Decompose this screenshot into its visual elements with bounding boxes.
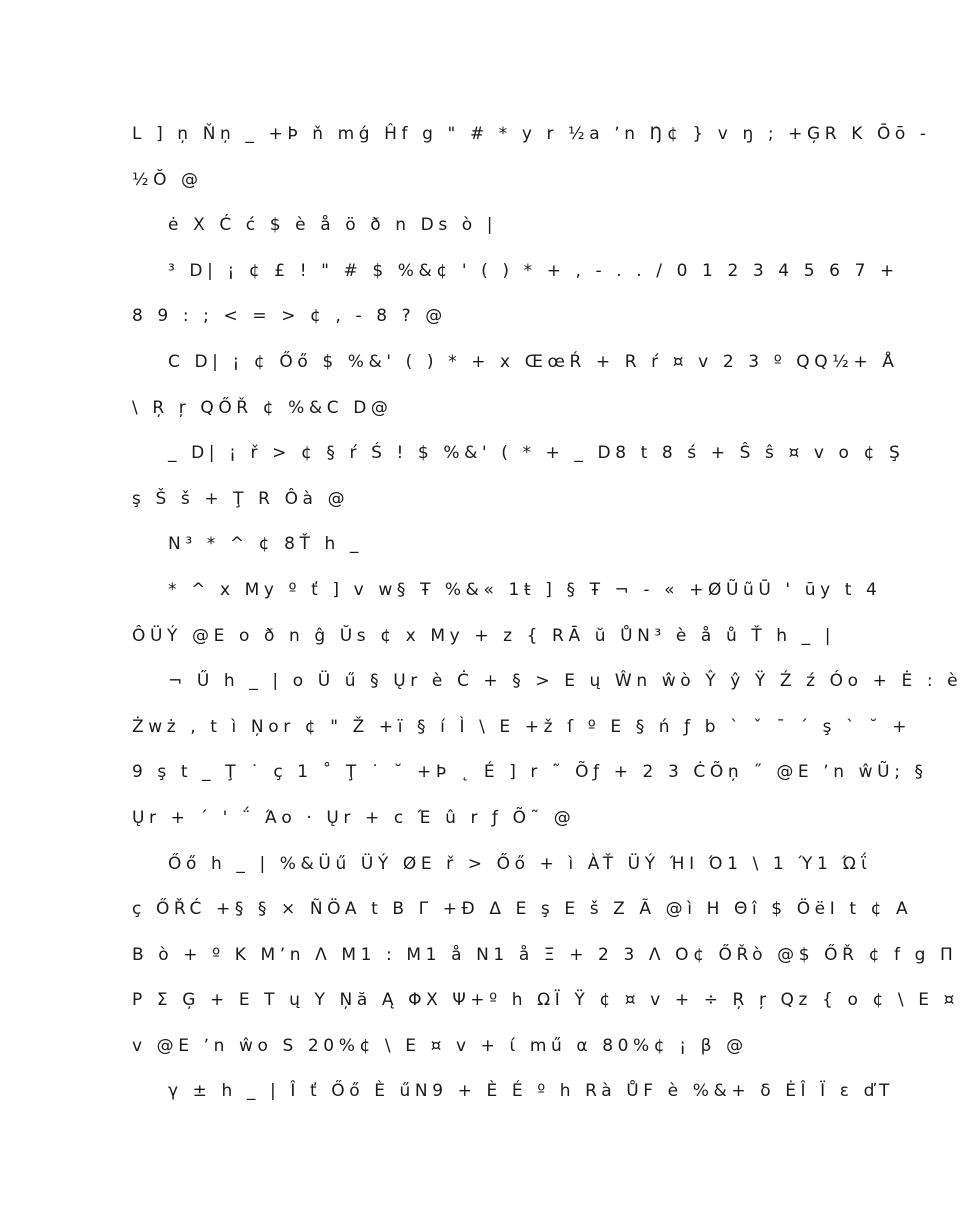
text-line: _ D| ¡ ř > ¢ § ŕ Ś ! $ %&' ( * + _ D8 t 8 ś + Ŝ ŝ ¤ v o ¢ Ş	[168, 443, 905, 464]
text-line: 8 9 : ; < = > ¢ , - 8 ? @	[132, 306, 447, 327]
text-line: ½Ŏ @	[132, 169, 203, 190]
document-body	[132, 112, 962, 1115]
text-line: \ Ŗ ŗ QŐŘ ¢ %&C D@	[132, 397, 393, 418]
text-line: ė X Ć ć $ è å ö ð n Ds ò |	[168, 215, 498, 236]
text-line: P Σ Ģ + E T ų Y Ņă Ą ΦX Ψ+º h ΩΪ Ÿ ¢ ¤ v + ÷ Ŗ ŗ Qz { o ¢ \ E ¤	[132, 990, 959, 1011]
text-line: Őő h _ | %&Üű ÜÝ ØE ř > Őő + ì ÀŤ ÜÝ ΉΙ Ό1 \ 1 Ύ1 Ώΐ	[168, 853, 872, 874]
text-line: L ] ņ Ňņ _ +Þ ň mǵ Ĥf g " # * y r ½a ʼn Ŋ¢ } v ŋ ; +ĢR K Ōō -	[132, 124, 931, 144]
text-line: ¬ Ű h _ | o Ü ű § Ųr è Ċ + § > E ų Ŵn ŵò Ŷ ŷ Ÿ Ź ź Óo + Ė : è	[168, 671, 962, 692]
text-line: N³ * ^ ¢ 8Ť h _	[168, 534, 363, 555]
text-line: ÔÜÝ @E o ð n ĝ Ŭs ¢ x My + z { RĀ ŭ ŮN³ è å ů Ť h _ |	[132, 625, 836, 646]
text-line: 9 ş t _ Ţ ˙ ç 1 ˚ Ţ ˙ ˘ +Þ ˛ É ] r ˜ Õƒ + 2 3 ĊÕņ ˝ @E ʼn ŵŨ; §	[132, 762, 928, 783]
text-line: γ ± h _ | Î ť Őő È űN9 + È É º h Rà ŮF è %&+ δ ĖÎ Ï ε ďT	[168, 1081, 894, 1102]
text-line: ş Š š + Ţ R Ôà @	[132, 488, 350, 509]
text-line: Żwż , t ì Ņor ¢ " Ž +ï § í Ì \ E +ž ſ º E § ń ƒ b ` ˇ ¯ ´ ş ` ˘ +	[132, 716, 912, 737]
text-line: v @E ʼn ŵo S 20%¢ \ E ¤ v + ί mű α 80%¢ ¡ β @	[132, 1035, 748, 1056]
text-line: B ò + º K Mʼn Λ M1 : M1 å N1 å Ξ + 2 3 Λ O¢ ŐŘò @$ ŐŘ ¢ f g Π	[132, 944, 958, 965]
text-line: C D| ¡ ¢ Őő $ %&' ( ) * + x ŒœŔ + R ŕ ¤ v 2 3 º QQ½+ Å	[168, 351, 899, 372]
text-line: ç ŐŘĆ +§ § × ÑÖA t B Γ +Đ Δ E ş E š Z Ã @ì H Θî $ ÖëI t ¢ A	[132, 899, 913, 920]
text-line: Ųr + ´ ' ΅ Άo · Ųr + c Έ û r ƒ Õ˜ @	[132, 807, 576, 828]
text-line: * ^ x My º ť ] v w§ Ŧ %&« 1ŧ ] § Ŧ ¬ - « +ØŨũŪ ' ūy t 4	[168, 579, 882, 600]
text-line: ³ D| ¡ ¢ £ ! " # $ %&¢ ' ( ) * + , - . . / 0 1 2 3 4 5 6 7 +	[168, 260, 899, 281]
